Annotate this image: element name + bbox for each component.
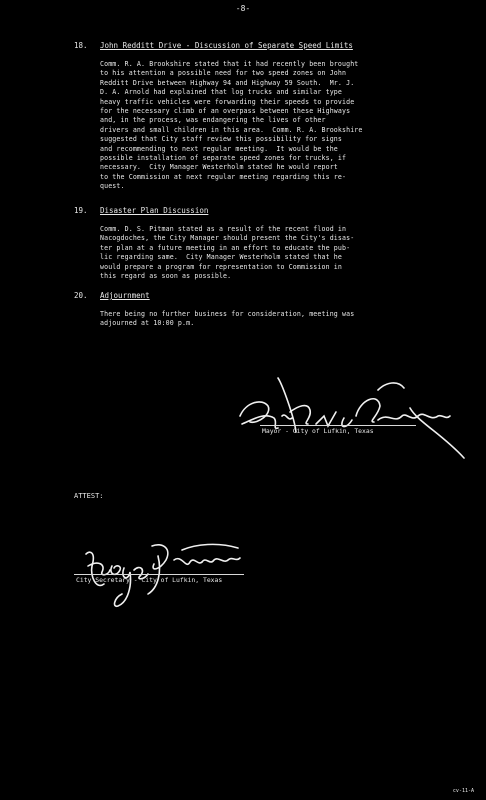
mayor-signature-line: [260, 425, 416, 426]
item-number: 20.: [74, 291, 88, 300]
item-number: 19.: [74, 206, 88, 215]
attest-label: ATTEST:: [74, 492, 104, 500]
city-secretary-title: City Secretary - City of Lufkin, Texas: [76, 576, 223, 584]
page-number: -8-: [235, 4, 251, 13]
item-heading: Adjournment: [100, 291, 150, 300]
city-secretary-signature-line: [74, 574, 244, 575]
item-body: Comm. D. S. Pitman stated as a result of the recent flood in Nacogdoches, the City Manager should present the City's disas- ter plan at a future meeting in an effort to educate the pub- lic regarding same. City Manager Westerholm stated that he would prepare a program for representation to Commission in this regard as soon as possible.: [100, 225, 355, 281]
corner-mark: cv-11-A: [452, 788, 474, 794]
item-body: Comm. R. A. Brookshire stated that it had recently been brought to his attention a possible need for two speed zones on John Redditt Drive between Highway 94 and Highway 59 South. Mr. J. D. A. Arnold had explained that log trucks and similar type heavy traffic vehicles were forwarding their speeds to provide for the necessary climb of an overpass between these Highways and, in the process, was endangering the lives of other drivers and small children in this area. Comm. R. A. Brookshire suggested that City staff review this possibility for signs and recommending to next regular meeting. It would be the possible installation of separate speed zones for trucks, if necessary. City Manager Westerholm stated he would report to the Commission at next regular meeting regarding this re- quest.: [100, 60, 363, 191]
mayor-signature: [228, 372, 474, 464]
item-body: There being no further business for consideration, meeting was adjourned at 10:00 p.m.: [100, 310, 355, 328]
item-number: 18.: [74, 41, 88, 50]
item-heading: Disaster Plan Discussion: [100, 206, 209, 215]
mayor-title: Mayor - City of Lufkin, Texas: [262, 427, 374, 435]
item-heading: John Redditt Drive - Discussion of Separate Speed Limits: [100, 41, 353, 50]
